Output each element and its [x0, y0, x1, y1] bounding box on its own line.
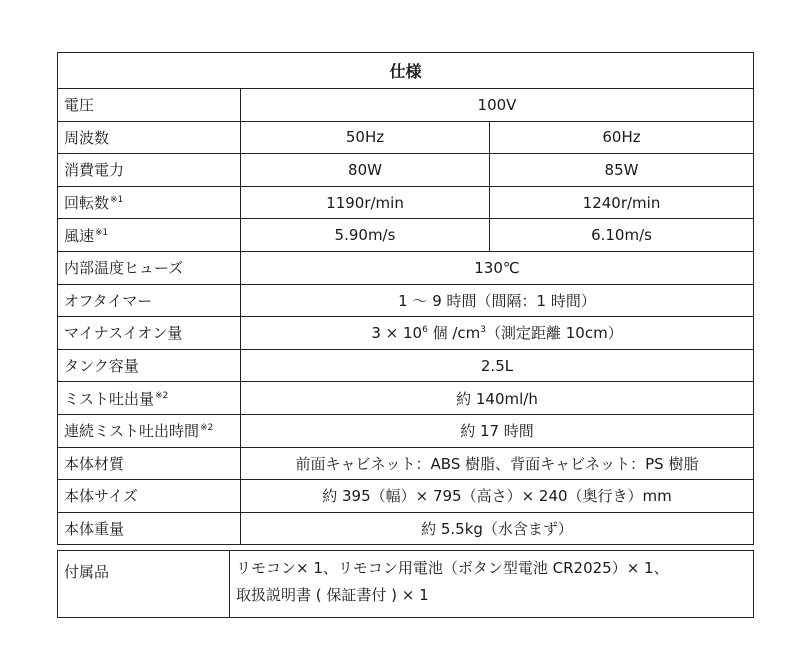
accessories-line-1: リモコン× 1、リモコン用電池（ボタン型電池 CR2025）× 1、 — [236, 559, 669, 577]
ion-exponent: 6 — [422, 325, 428, 336]
row-value: 130℃ — [241, 251, 754, 284]
row-value: 約 5.5kg（水含まず） — [241, 512, 754, 545]
row-value-50hz: 50Hz — [241, 121, 490, 154]
row-value-60hz: 1240r/min — [490, 186, 754, 219]
ion-unit: 個 /cm — [427, 324, 481, 343]
row-voltage — [58, 89, 754, 122]
row-material — [58, 447, 754, 480]
accessories-table — [57, 550, 754, 618]
row-rotation — [58, 186, 754, 219]
row-label: 電圧 — [58, 89, 241, 122]
row-label: タンク容量 — [58, 349, 241, 382]
row-label-cell — [58, 219, 241, 252]
row-off-timer — [58, 284, 754, 317]
row-value: 約 17 時間 — [241, 414, 754, 447]
accessories-label: 付属品 — [58, 551, 230, 618]
spec-table — [57, 52, 754, 545]
row-label: ミスト吐出量 — [64, 389, 155, 408]
ion-base: 3 × 10 — [371, 324, 423, 343]
row-value: 約 140ml/h — [241, 382, 754, 415]
row-wind-speed — [58, 219, 754, 252]
footnote-mark: ※1 — [95, 227, 109, 238]
row-value: 1 〜 9 時間（間隔：1 時間） — [241, 284, 754, 317]
row-label-cell — [58, 382, 241, 415]
row-label: 消費電力 — [58, 154, 241, 187]
row-value: 約 395（幅）× 795（高さ）× 240（奥行き）mm — [241, 480, 754, 513]
row-label: 内部温度ヒューズ — [58, 251, 241, 284]
row-mist-duration — [58, 414, 754, 447]
row-label-cell — [58, 414, 241, 447]
row-value: 2.5L — [241, 349, 754, 382]
row-mist-output — [58, 382, 754, 415]
row-label: 連続ミスト吐出時間 — [64, 422, 200, 441]
row-value: 100V — [241, 89, 754, 122]
footnote-mark: ※1 — [110, 195, 124, 206]
row-value-60hz: 6.10m/s — [490, 219, 754, 252]
row-size — [58, 480, 754, 513]
row-value-50hz: 80W — [241, 154, 490, 187]
row-label: 本体重量 — [58, 512, 241, 545]
row-tank-capacity — [58, 349, 754, 382]
row-label: 周波数 — [58, 121, 241, 154]
row-label: マイナスイオン量 — [58, 317, 241, 350]
row-label: オフタイマー — [58, 284, 241, 317]
row-power — [58, 154, 754, 187]
row-fuse — [58, 251, 754, 284]
row-frequency — [58, 121, 754, 154]
accessories-line-2: 取扱説明書 ( 保証書付 ) × 1 — [236, 586, 429, 604]
row-value-60hz: 85W — [490, 154, 754, 187]
spec-title-row — [58, 53, 754, 89]
row-value: 前面キャビネット：ABS 樹脂、背面キャビネット：PS 樹脂 — [241, 447, 754, 480]
row-label: 風速 — [64, 226, 95, 245]
footnote-mark: ※2 — [200, 423, 214, 434]
spec-title: 仕様 — [58, 53, 754, 89]
row-value-cell — [241, 317, 754, 350]
row-label: 回転数 — [64, 194, 110, 213]
footnote-mark: ※2 — [155, 390, 169, 401]
accessories-value — [230, 551, 754, 618]
row-weight — [58, 512, 754, 545]
ion-unit-exponent: 3 — [480, 325, 486, 336]
row-negative-ion — [58, 317, 754, 350]
row-label: 本体材質 — [58, 447, 241, 480]
row-value-50hz: 5.90m/s — [241, 219, 490, 252]
row-label: 本体サイズ — [58, 480, 241, 513]
ion-measure-note: （測定距離 10cm） — [485, 324, 623, 343]
accessories-row — [58, 551, 754, 618]
row-value-50hz: 1190r/min — [241, 186, 490, 219]
row-label-cell — [58, 186, 241, 219]
row-value-60hz: 60Hz — [490, 121, 754, 154]
